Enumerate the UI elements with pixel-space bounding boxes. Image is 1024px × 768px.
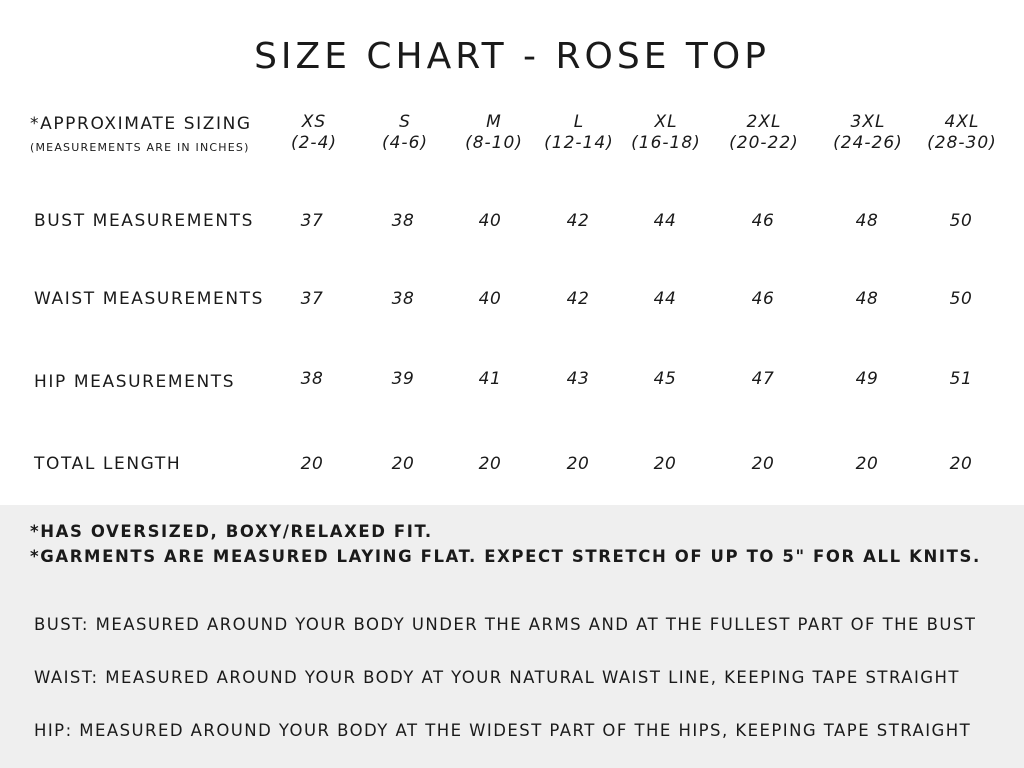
size-name: L: [573, 112, 585, 132]
table-cell: 20: [391, 454, 415, 474]
size-range: (2-4): [290, 133, 338, 153]
table-cell: 42: [566, 289, 590, 309]
table-cell: 43: [566, 369, 590, 389]
size-range: (16-18): [631, 133, 701, 153]
size-name: 3XL: [850, 112, 886, 132]
size-header-3xl: [818, 112, 918, 154]
table-cell: 37: [300, 211, 324, 231]
table-cell: 41: [478, 369, 502, 389]
size-header-l: [529, 112, 629, 154]
notes-panel: [0, 505, 1024, 768]
size-range: (28-30): [927, 133, 997, 153]
table-cell: 20: [478, 454, 502, 474]
table-cell: 46: [751, 211, 775, 231]
table-cell: 50: [949, 211, 973, 231]
size-name: XL: [654, 112, 678, 132]
table-cell: 20: [751, 454, 775, 474]
measure-note: *GARMENTS ARE MEASURED LAYING FLAT. EXPECT STRETCH OF UP TO 5" FOR ALL KNITS.: [30, 547, 981, 566]
table-cell: 46: [751, 289, 775, 309]
table-cell: 37: [300, 289, 324, 309]
table-cell: 39: [391, 369, 415, 389]
size-name: 2XL: [746, 112, 782, 132]
table-cell: 38: [391, 289, 415, 309]
table-cell: 51: [949, 369, 973, 389]
row-label-bust: BUST MEASUREMENTS: [34, 211, 255, 231]
size-range: (20-22): [729, 133, 799, 153]
table-cell: 20: [949, 454, 973, 474]
sizing-subtitle: (MEASUREMENTS ARE IN INCHES): [30, 141, 250, 154]
size-header-xl: [616, 112, 716, 154]
table-cell: 38: [391, 211, 415, 231]
table-cell: 44: [653, 211, 677, 231]
table-cell: 40: [478, 289, 502, 309]
size-header-2xl: [714, 112, 814, 154]
size-range: (24-26): [833, 133, 903, 153]
size-header-xs: [264, 112, 364, 154]
waist-definition: WAIST: MEASURED AROUND YOUR BODY AT YOUR NATURAL WAIST LINE, KEEPING TAPE STRAIGHT: [34, 668, 960, 687]
size-name: XS: [301, 112, 327, 132]
table-cell: 48: [855, 289, 879, 309]
table-cell: 49: [855, 369, 879, 389]
size-range: (12-14): [544, 133, 614, 153]
hip-definition: HIP: MEASURED AROUND YOUR BODY AT THE WIDEST PART OF THE HIPS, KEEPING TAPE STRAIGHT: [34, 721, 972, 740]
table-cell: 47: [751, 369, 775, 389]
row-label-total-length: TOTAL LENGTH: [34, 454, 182, 474]
table-cell: 20: [300, 454, 324, 474]
table-cell: 48: [855, 211, 879, 231]
size-name: 4XL: [944, 112, 980, 132]
table-cell: 40: [478, 211, 502, 231]
page-title: SIZE CHART - ROSE TOP: [254, 36, 770, 77]
size-header-s: [355, 112, 455, 154]
row-label-waist: WAIST MEASUREMENTS: [34, 289, 265, 309]
table-cell: 44: [653, 289, 677, 309]
size-range: (4-6): [381, 133, 429, 153]
table-cell: 20: [855, 454, 879, 474]
sizing-label: *APPROXIMATE SIZING: [30, 114, 252, 134]
table-cell: 42: [566, 211, 590, 231]
bust-definition: BUST: MEASURED AROUND YOUR BODY UNDER THE ARMS AND AT THE FULLEST PART OF THE BUST: [34, 615, 977, 634]
table-cell: 20: [653, 454, 677, 474]
table-cell: 50: [949, 289, 973, 309]
size-name: M: [486, 112, 502, 132]
table-cell: 20: [566, 454, 590, 474]
size-name: S: [399, 112, 411, 132]
fit-note: *HAS OVERSIZED, BOXY/RELAXED FIT.: [30, 522, 433, 541]
table-cell: 38: [300, 369, 324, 389]
size-range: (8-10): [465, 133, 523, 153]
size-header-4xl: [912, 112, 1012, 154]
row-label-hip: HIP MEASUREMENTS: [34, 372, 236, 392]
table-cell: 45: [653, 369, 677, 389]
